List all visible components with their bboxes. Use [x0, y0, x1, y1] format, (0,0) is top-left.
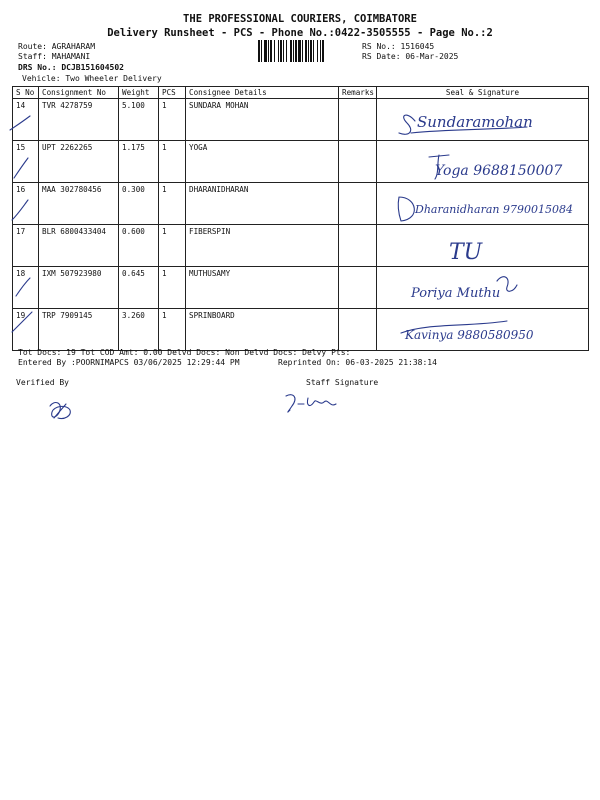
runsheet-subtitle: Delivery Runsheet - PCS - Phone No.:0422-3505555 - Page No.:2	[107, 27, 493, 39]
cell-consignee: SPRINBOARD	[186, 309, 339, 351]
company-title: THE PROFESSIONAL COURIERS, COIMBATORE	[183, 13, 417, 25]
cell-pcs: 1	[159, 225, 186, 267]
cell-sno: 14	[13, 99, 39, 141]
table-row	[13, 99, 589, 141]
handwritten-signature	[377, 309, 587, 350]
cell-consignee: MUTHUSAMY	[186, 267, 339, 309]
staff-signature-label: Staff Signature	[306, 378, 379, 387]
col-header-pcs: PCS	[159, 87, 186, 99]
runsheet-table	[12, 86, 589, 351]
rs-number: RS No.: 1516045	[362, 42, 435, 51]
cell-pcs: 1	[159, 99, 186, 141]
cell-weight: 5.100	[119, 99, 159, 141]
cell-weight: 3.260	[119, 309, 159, 351]
svg-text:TU: TU	[449, 240, 483, 265]
cell-consignment: BLR 6800433404	[39, 225, 119, 267]
cell-consignment: TRP 7909145	[39, 309, 119, 351]
cell-weight: 1.175	[119, 141, 159, 183]
reprinted-on: Reprinted On: 06-03-2025 21:38:14	[278, 358, 437, 367]
table-row	[13, 309, 589, 351]
cell-weight: 0.600	[119, 225, 159, 267]
barcode-image	[258, 40, 350, 62]
table-row	[13, 183, 589, 225]
table-row	[13, 225, 589, 267]
entered-by: Entered By :POORNIMAPCS 03/06/2025 12:29:44 PM	[18, 358, 240, 367]
handwritten-signature	[377, 225, 587, 266]
rs-date: RS Date: 06-Mar-2025	[362, 52, 459, 61]
cell-remarks	[339, 141, 377, 183]
table-header-row	[13, 87, 589, 99]
cell-signature	[377, 183, 589, 225]
cell-sno: 19	[13, 309, 39, 351]
cell-sno: 15	[13, 141, 39, 183]
handwritten-signature	[377, 99, 587, 140]
cell-weight: 0.300	[119, 183, 159, 225]
col-header-consignee: Consignee Details	[186, 87, 339, 99]
cell-consignee: DHARANIDHARAN	[186, 183, 339, 225]
verified-by-label: Verified By	[16, 378, 69, 387]
col-header-signature: Seal & Signature	[377, 87, 589, 99]
handwritten-signature	[377, 141, 587, 182]
cell-consignee: SUNDARA MOHAN	[186, 99, 339, 141]
row-check-marks	[4, 100, 34, 360]
svg-text:Sundaramohan: Sundaramohan	[417, 113, 533, 131]
cell-consignment: MAA 302780456	[39, 183, 119, 225]
col-header-remarks: Remarks	[339, 87, 377, 99]
cell-signature	[377, 141, 589, 183]
drs-number: DRS No.: DCJB151604502	[18, 63, 124, 72]
cell-weight: 0.645	[119, 267, 159, 309]
staff-label: Staff: MAHAMANI	[18, 52, 91, 61]
cell-consignee: YOGA	[186, 141, 339, 183]
cell-consignment: TVR 4278759	[39, 99, 119, 141]
svg-text:Kavinya 9880580950: Kavinya 9880580950	[405, 328, 534, 342]
cell-signature	[377, 267, 589, 309]
cell-remarks	[339, 225, 377, 267]
verifier-signature	[44, 398, 78, 424]
cell-pcs: 1	[159, 183, 186, 225]
svg-text:Dharanidharan 9790015084: Dharanidharan 9790015084	[415, 203, 573, 216]
cell-remarks	[339, 309, 377, 351]
table-row	[13, 141, 589, 183]
handwritten-signature	[377, 183, 587, 224]
totals-line: Tot Docs: 19 Tot COD Amt: 0.00 Delvd Docs: Non Delvd Docs: Delvy Pts:	[18, 348, 351, 357]
cell-pcs: 1	[159, 309, 186, 351]
cell-remarks	[339, 267, 377, 309]
cell-pcs: 1	[159, 141, 186, 183]
col-header-consignment: Consignment No	[39, 87, 119, 99]
cell-sno: 18	[13, 267, 39, 309]
cell-remarks	[339, 99, 377, 141]
svg-text:Yoga 9688150007: Yoga 9688150007	[435, 163, 563, 179]
svg-text:Poriya Muthu: Poriya Muthu	[411, 286, 501, 301]
cell-sno: 16	[13, 183, 39, 225]
cell-consignee: FIBERSPIN	[186, 225, 339, 267]
col-header-sno: S No	[13, 87, 39, 99]
cell-signature	[377, 225, 589, 267]
cell-consignment: UPT 2262265	[39, 141, 119, 183]
cell-signature	[377, 309, 589, 351]
vehicle-label: Vehicle: Two Wheeler Delivery	[22, 74, 162, 83]
cell-consignment: IXM 507923980	[39, 267, 119, 309]
cell-remarks	[339, 183, 377, 225]
col-header-weight: Weight	[119, 87, 159, 99]
cell-signature	[377, 99, 589, 141]
handwritten-signature	[377, 267, 587, 308]
cell-pcs: 1	[159, 267, 186, 309]
cell-sno: 17	[13, 225, 39, 267]
staff-signature-image	[280, 390, 344, 416]
table-row	[13, 267, 589, 309]
route-label: Route: AGRAHARAM	[18, 42, 96, 51]
